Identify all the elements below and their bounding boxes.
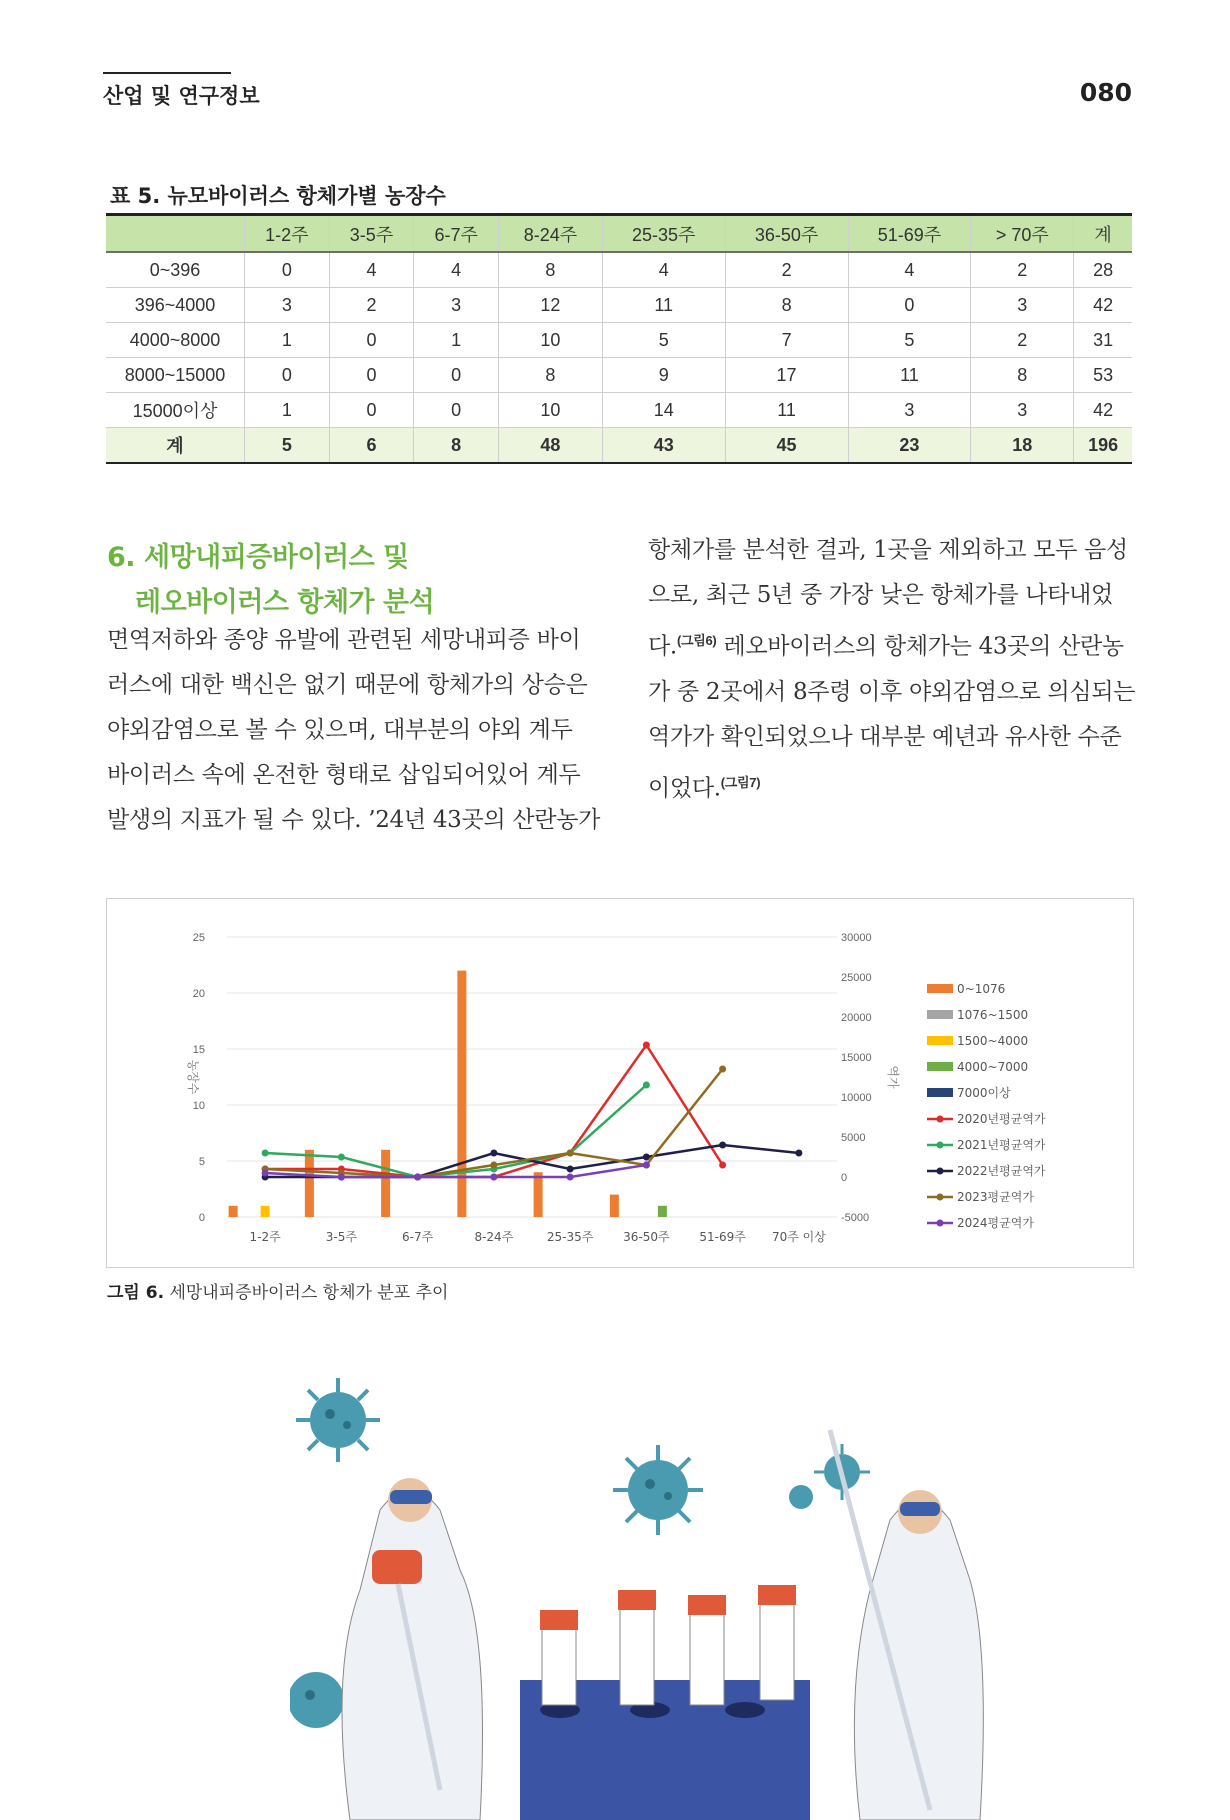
table-cell: 5 — [602, 323, 725, 358]
text-line: 이었다.$^{(그림7)}$ — [648, 774, 761, 802]
table-cell: 3 — [848, 393, 971, 428]
table-cell: 31 — [1074, 323, 1132, 358]
antibody-trend-chart — [107, 899, 1133, 1267]
series-point — [719, 1066, 726, 1073]
table-cell: 3 — [971, 288, 1074, 323]
x-tick-label: 70주 이상 — [771, 1230, 826, 1244]
scientist-right — [830, 1430, 983, 1820]
table-cell: 17 — [725, 358, 848, 393]
y-tick-left: 10 — [192, 1100, 205, 1112]
legend-marker — [937, 1142, 944, 1149]
column-header: 6-7주 — [414, 215, 499, 253]
section-heading-line2: 레오바이러스 항체가 분석 — [135, 587, 435, 618]
virus-icon — [296, 1378, 380, 1462]
y-axis-label-right: 역가 — [886, 1065, 900, 1089]
series-point — [490, 1174, 497, 1181]
column-header: 계 — [1074, 215, 1132, 253]
text-line: 발생의 지표가 될 수 있다. ’24년 43곳의 산란농가 — [107, 807, 601, 833]
bar — [658, 1206, 667, 1217]
y-tick-left: 5 — [198, 1156, 205, 1168]
series-point — [643, 1042, 650, 1049]
legend-label: 4000~7000 — [957, 1060, 1029, 1074]
table-cell: 3 — [245, 288, 330, 323]
total-cell: 8 — [414, 428, 499, 464]
table-cell: 4 — [329, 252, 414, 288]
series-point — [643, 1082, 650, 1089]
table-cell: 0 — [245, 252, 330, 288]
x-tick-label: 8-24주 — [474, 1230, 514, 1244]
text-line: 가 중 2곳에서 8주령 이후 야외감염으로 의심되는 — [648, 678, 1136, 705]
legend-marker — [937, 1116, 944, 1123]
legend-label: 2021년평균역가 — [957, 1138, 1046, 1152]
legend-label: 2022년평균역가 — [957, 1164, 1046, 1178]
bar — [610, 1195, 619, 1217]
table-cell: 10 — [499, 323, 603, 358]
text-line: 러스에 대한 백신은 없기 때문에 항체가의 상승은 — [107, 672, 588, 698]
y-tick-left: 20 — [192, 988, 205, 1000]
column-header: 36-50주 — [725, 215, 848, 253]
table-cell: 10 — [499, 393, 603, 428]
series-point — [795, 1150, 802, 1157]
y-tick-left: 0 — [198, 1212, 205, 1224]
chart-frame — [106, 898, 1134, 1268]
series-point — [338, 1174, 345, 1181]
y-tick-right: -5000 — [841, 1212, 870, 1224]
column-header — [106, 215, 245, 253]
text-line: 역가가 확인되었으나 대부분 예년과 유사한 수준 — [648, 723, 1122, 750]
column-header: 1-2주 — [245, 215, 330, 253]
total-cell: 5 — [245, 428, 330, 464]
table-cell: 5 — [848, 323, 971, 358]
total-cell: 48 — [499, 428, 603, 464]
lab-illustration — [290, 1370, 1140, 1820]
row-label: 15000이상 — [106, 393, 245, 428]
bar — [305, 1150, 314, 1217]
page-number: 080 — [1079, 78, 1132, 107]
figure-caption: 그림 6. 세망내피증바이러스 항체가 분포 추이 — [107, 1283, 449, 1303]
table-row — [106, 323, 1132, 358]
series-point — [567, 1150, 574, 1157]
figure-reference: (그림6) — [676, 633, 717, 648]
table-cell: 42 — [1074, 393, 1132, 428]
row-label: 396~4000 — [106, 288, 245, 323]
x-tick-label: 3-5주 — [325, 1230, 357, 1244]
table-cell: 7 — [725, 323, 848, 358]
legend-label: 1500~4000 — [957, 1034, 1029, 1048]
row-label: 4000~8000 — [106, 323, 245, 358]
total-cell: 6 — [329, 428, 414, 464]
bar — [229, 1206, 238, 1217]
y-axis-label-left: 농장수 — [186, 1059, 200, 1095]
tube-rack — [520, 1585, 810, 1820]
text-line: 면역저하와 종양 유발에 관련된 세망내피증 바이 — [107, 627, 581, 653]
bar — [381, 1150, 390, 1217]
legend-label: 2020년평균역가 — [957, 1112, 1046, 1126]
series-line — [265, 1085, 646, 1177]
legend-label: 2023평균역가 — [957, 1190, 1034, 1204]
table-cell: 1 — [245, 323, 330, 358]
column-header: > 70주 — [971, 215, 1074, 253]
table-header-row — [106, 215, 1132, 253]
table-cell: 4 — [602, 252, 725, 288]
table-cell: 0 — [329, 323, 414, 358]
table-cell: 0 — [414, 358, 499, 393]
series-point — [414, 1174, 421, 1181]
legend-marker — [937, 1168, 944, 1175]
legend-marker — [937, 1194, 944, 1201]
legend-swatch — [927, 1010, 953, 1019]
series-point — [643, 1162, 650, 1169]
table-cell: 12 — [499, 288, 603, 323]
legend-swatch — [927, 984, 953, 993]
y-tick-right: 30000 — [841, 932, 872, 944]
table-row — [106, 288, 1132, 323]
body-text-left — [107, 618, 607, 843]
legend-swatch — [927, 1062, 953, 1071]
table-cell: 1 — [245, 393, 330, 428]
table-cell: 4 — [414, 252, 499, 288]
legend-label: 1076~1500 — [957, 1008, 1029, 1022]
x-tick-label: 1-2주 — [249, 1230, 281, 1244]
y-tick-right: 25000 — [841, 972, 872, 984]
total-cell: 23 — [848, 428, 971, 464]
y-tick-left: 25 — [192, 932, 205, 944]
virus-icon — [613, 1445, 703, 1535]
table-cell: 3 — [414, 288, 499, 323]
row-label: 0~396 — [106, 252, 245, 288]
series-point — [262, 1150, 269, 1157]
table-cell: 8 — [725, 288, 848, 323]
x-tick-label: 6-7주 — [402, 1230, 434, 1244]
figure-reference: (그림7) — [720, 774, 761, 790]
table-cell: 11 — [602, 288, 725, 323]
series-point — [567, 1174, 574, 1181]
table-cell: 0 — [414, 393, 499, 428]
table-cell: 2 — [971, 323, 1074, 358]
column-header: 51-69주 — [848, 215, 971, 253]
text-line: 항체가를 분석한 결과, 1곳을 제외하고 모두 음성 — [648, 537, 1128, 563]
column-header: 25-35주 — [602, 215, 725, 253]
series-point — [643, 1154, 650, 1161]
y-tick-right: 5000 — [841, 1132, 866, 1144]
table-cell: 0 — [848, 288, 971, 323]
total-cell: 43 — [602, 428, 725, 464]
table-cell: 8 — [971, 358, 1074, 393]
x-tick-label: 36-50주 — [623, 1230, 670, 1244]
text-line: 바이러스 속에 온전한 형태로 삽입되어있어 계두 — [107, 762, 581, 788]
table-cell: 2 — [329, 288, 414, 323]
y-tick-right: 15000 — [841, 1052, 872, 1064]
section-label: 산업 및 연구정보 — [103, 84, 260, 108]
legend-marker — [937, 1220, 944, 1227]
x-tick-label: 25-35주 — [546, 1230, 594, 1244]
legend-label: 0~1076 — [957, 982, 1006, 996]
virus-icon — [290, 1672, 344, 1728]
table-cell: 0 — [245, 358, 330, 393]
legend-label: 2024평균역가 — [957, 1216, 1034, 1230]
table-cell: 3 — [971, 393, 1074, 428]
table-cell: 8 — [499, 252, 603, 288]
table-cell: 11 — [725, 393, 848, 428]
table-cell: 14 — [602, 393, 725, 428]
section-heading-line1: 6. 세망내피증바이러스 및 — [107, 542, 409, 573]
column-header: 8-24주 — [499, 215, 603, 253]
row-label: 8000~15000 — [106, 358, 245, 393]
body-text-right — [648, 528, 1138, 811]
table-caption: 표 5. 뉴모바이러스 항체가별 농장수 — [110, 184, 446, 208]
table-cell: 2 — [725, 252, 848, 288]
table-cell: 0 — [329, 358, 414, 393]
antibody-table — [106, 213, 1132, 464]
y-tick-left: 15 — [192, 1044, 205, 1056]
total-label: 계 — [106, 428, 245, 464]
text-line: 다.$^{(그림6)}$ 레오바이러스의 항체가는 43곳의 산란농 — [648, 633, 1124, 660]
text-line: 으로, 최근 5년 중 가장 낮은 항체가를 나타내었 — [648, 582, 1113, 608]
bar — [457, 971, 466, 1217]
series-point — [719, 1162, 726, 1169]
series-point — [490, 1150, 497, 1157]
series-point — [719, 1142, 726, 1149]
y-tick-right: 20000 — [841, 1012, 872, 1024]
total-cell: 45 — [725, 428, 848, 464]
table-row — [106, 252, 1132, 288]
table-cell: 1 — [414, 323, 499, 358]
legend-swatch — [927, 1036, 953, 1045]
series-point — [262, 1170, 269, 1177]
table-cell: 11 — [848, 358, 971, 393]
legend-swatch — [927, 1088, 953, 1097]
series-point — [567, 1166, 574, 1173]
table-total-row — [106, 428, 1132, 464]
bar — [261, 1206, 270, 1217]
series-point — [490, 1162, 497, 1169]
table-cell: 53 — [1074, 358, 1132, 393]
x-tick-label: 51-69주 — [699, 1230, 746, 1244]
scientist-left — [342, 1478, 483, 1820]
table-cell: 8 — [499, 358, 603, 393]
table-cell: 0 — [329, 393, 414, 428]
virus-icon — [789, 1485, 813, 1509]
series-point — [338, 1154, 345, 1161]
table-row — [106, 393, 1132, 428]
text-line: 야외감염으로 볼 수 있으며, 대부분의 야외 계두 — [107, 717, 573, 743]
bar — [534, 1172, 543, 1217]
legend-label: 7000이상 — [957, 1086, 1011, 1100]
header-rule — [103, 72, 231, 74]
table-cell: 2 — [971, 252, 1074, 288]
table-cell: 28 — [1074, 252, 1132, 288]
table-cell: 4 — [848, 252, 971, 288]
total-cell: 196 — [1074, 428, 1132, 464]
table-cell: 42 — [1074, 288, 1132, 323]
y-tick-right: 10000 — [841, 1092, 872, 1104]
column-header: 3-5주 — [329, 215, 414, 253]
y-tick-right: 0 — [841, 1172, 848, 1184]
table-row — [106, 358, 1132, 393]
total-cell: 18 — [971, 428, 1074, 464]
table-cell: 9 — [602, 358, 725, 393]
